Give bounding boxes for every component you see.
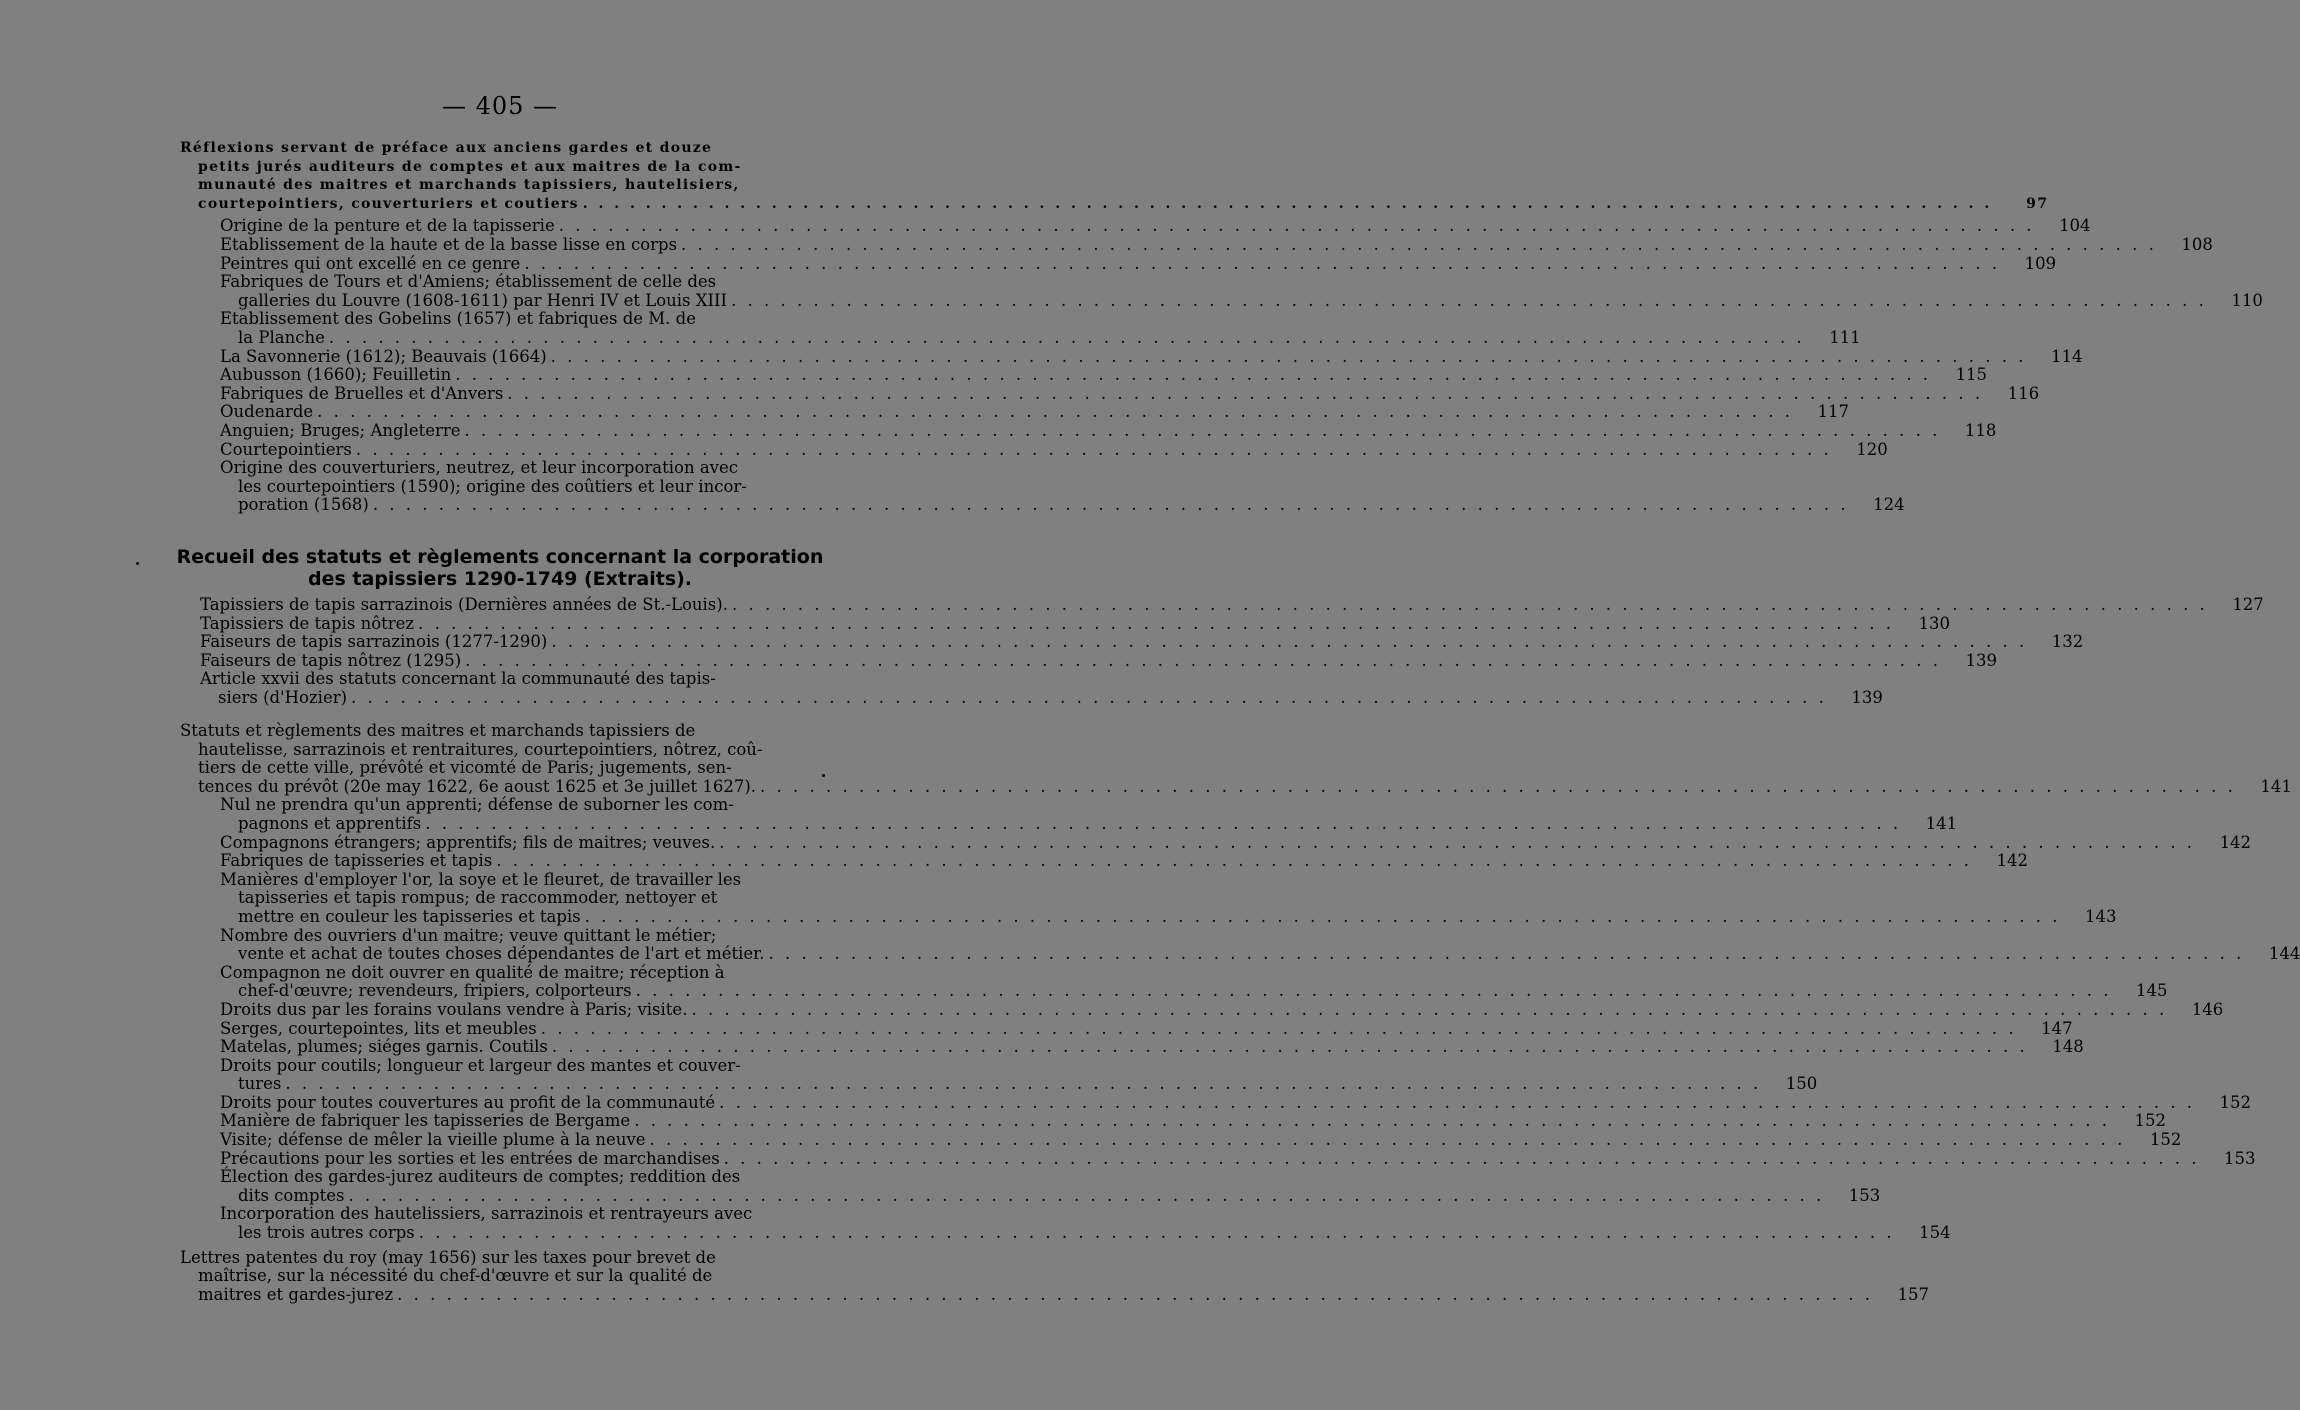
page-ref: 108 <box>2181 234 2213 254</box>
page-ref: 117 <box>1817 402 1850 422</box>
toc-entry: Incorporation des hautelissiers, sarrazinois et rentrayeurs avec <box>220 1204 753 1224</box>
toc-entry-cont: chef-d'œuvre; revendeurs, fripiers, colporteurs . . . 145 <box>180 982 780 1001</box>
toc-heading-line: courtepointiers, couverturiers et coutiers . . . 97 <box>180 196 780 215</box>
toc-heading-line: maitres et gardes-jurez . . . 157 <box>180 1286 780 1305</box>
toc-entry: Nombre des ouvriers d'un maitre; veuve quittant le métier; <box>220 925 717 945</box>
page-number: — 405 — <box>441 92 559 120</box>
toc-entry-cont: pagnons et apprentifs . . . 141 <box>180 815 780 834</box>
toc-entry-cont: les trois autres corps . . . 154 <box>180 1224 780 1243</box>
page-ref: 97 <box>2026 195 2049 212</box>
toc-heading-line: tences du prévôt (20e may 1622, 6e aoust 1625 et 3e juillet 1627). . . . 141 <box>180 778 780 797</box>
page-ref: 152 <box>2134 1111 2167 1131</box>
page-ref: 110 <box>2231 290 2263 310</box>
toc-entry: Serges, courtepointes, lits et meubles . . . 147 <box>180 1020 780 1039</box>
page-ref: 139 <box>1851 687 1883 707</box>
page-ref: 120 <box>1856 439 1888 459</box>
toc-entry: Élection des gardes-jurez auditeurs de comptes; reddition des <box>220 1167 741 1187</box>
toc-entry-cont: les courtepointiers (1590); origine des coûtiers et leur incor- <box>238 476 747 496</box>
toc-entry: Compagnons étrangers; apprentifs; fils de maitres; veuves. . . . 142 <box>180 834 780 853</box>
toc-entry-cont: tures . . . 150 <box>180 1075 780 1094</box>
toc-entry: Tapissiers de tapis nôtrez . . . 130 <box>180 615 780 634</box>
page-ref: 142 <box>1996 851 2029 871</box>
page-ref: 144 <box>2268 944 2300 964</box>
toc-section-reflexions <box>180 140 2263 515</box>
page-ref: 154 <box>1919 1223 1951 1243</box>
page-ref: 139 <box>1965 650 1997 670</box>
toc-entry: Fabriques de Tours et d'Amiens; établissement de celle des <box>220 272 717 292</box>
page-ref: 152 <box>2219 1092 2251 1112</box>
page-ref: 146 <box>2191 999 2224 1019</box>
toc-entry-cont: tapisseries et tapis rompus; de raccommoder, nettoyer et <box>238 888 718 908</box>
toc-entry: Fabriques de Bruelles et d'Anvers . . . 116 <box>180 385 780 404</box>
toc-entry: Matelas, plumes; siéges garnis. Coutils . . . 148 <box>180 1038 780 1057</box>
toc-heading-line: petits jurés auditeurs de comptes et aux maitres de la com- <box>198 158 742 175</box>
page-ref: 143 <box>2084 906 2117 926</box>
toc-entry-cont: la Planche . . . 111 <box>180 329 780 348</box>
toc-entry: Article xxvii des statuts concernant la communauté des tapis- <box>200 669 716 689</box>
page-ref: 130 <box>1918 613 1950 633</box>
toc-heading-line: hautelisse, sarrazinois et rentraitures, courtepointiers, nôtrez, coû- <box>198 739 763 759</box>
toc-heading-line: Réflexions servant de préface aux anciens gardes et douze <box>180 140 713 156</box>
toc-entry: Manières d'employer l'or, la soye et le fleuret, de travailler les <box>220 869 742 889</box>
toc-entry: Aubusson (1660); Feuilletin . . . 115 <box>180 366 780 385</box>
page-ref: 147 <box>2041 1018 2073 1038</box>
page-ref: 116 <box>2007 383 2040 403</box>
toc-heading-line: Lettres patentes du roy (may 1656) sur les taxes pour brevet de <box>180 1247 716 1267</box>
toc-entry: Faiseurs de tapis sarrazinois (1277-1290) . . . 132 <box>180 633 780 652</box>
toc-section-recueil <box>180 595 2264 708</box>
toc-entry: Courtepointiers . . . 120 <box>180 441 780 460</box>
toc-entry: Droits pour toutes couvertures au profit de la communauté . . . 152 <box>180 1094 780 1113</box>
toc-entry-cont: mettre en couleur les tapisseries et tapis . . . 143 <box>180 908 780 927</box>
toc-section-statuts <box>180 721 2300 1304</box>
toc-entry-cont: vente et achat de toutes choses dépendantes de l'art et métier. . . . 144 <box>180 945 780 964</box>
page-ref: 142 <box>2219 832 2252 852</box>
toc-entry: Origine des couverturiers, neutrez, et leur incorporation avec <box>220 458 739 478</box>
section-title: Recueil des statuts et règlements concernant la corporation des tapissiers 1290-1749 (Extraits). <box>176 546 824 590</box>
toc-entry-cont: galleries du Louvre (1608-1611) par Henri IV et Louis XIII . . . 110 <box>180 292 780 311</box>
page-ref: 150 <box>1785 1074 1818 1094</box>
page-ref: 152 <box>2149 1130 2182 1150</box>
page-ref: 132 <box>2051 632 2084 652</box>
toc-entry: Oudenarde . . . 117 <box>180 403 780 422</box>
toc-entry-cont: siers (d'Hozier) . . . 139 <box>180 689 780 708</box>
toc-heading-line: munauté des maitres et marchands tapissiers, hautelisiers, <box>198 177 740 194</box>
ink-speck <box>136 562 139 565</box>
toc-entry: Anguien; Bruges; Angleterre . . . 118 <box>180 422 780 441</box>
page-ref: 124 <box>1873 495 1905 515</box>
toc-entry: Droits dus par les forains voulans vendre à Paris; visite. . . . 146 <box>180 1001 780 1020</box>
toc-entry: Peintres qui ont excellé en ce genre . . . 109 <box>180 255 780 274</box>
toc-entry-cont: dits comptes . . . 153 <box>180 1187 780 1206</box>
page-ref: 141 <box>1925 813 1958 833</box>
toc-entry: Précautions pour les sorties et les entrées de marchandises . . . 153 <box>180 1150 780 1169</box>
page-ref: 104 <box>2059 216 2091 236</box>
ink-speck <box>822 774 825 777</box>
toc-entry: Tapissiers de tapis sarrazinois (Dernières années de St.-Louis). . . . 127 <box>180 596 780 615</box>
page-ref: 148 <box>2052 1037 2084 1057</box>
page-ref: 145 <box>2135 981 2168 1001</box>
page-ref: 141 <box>2260 776 2292 796</box>
toc-entry: Fabriques de tapisseries et tapis . . . 142 <box>180 852 780 871</box>
page-ref: 118 <box>1964 420 1997 440</box>
toc-heading-line: tiers de cette ville, prévôté et vicomté de Paris; jugements, sen- <box>198 758 732 778</box>
toc-entry: Visite; défense de mêler la vieille plume à la neuve . . . 152 <box>180 1131 780 1150</box>
toc-entry: Etablissement des Gobelins (1657) et fabriques de M. de <box>220 309 696 329</box>
page-ref: 153 <box>1848 1185 1881 1205</box>
page-ref: 109 <box>2024 253 2057 273</box>
toc-entry: Droits pour coutils; longueur et largeur des mantes et couver- <box>220 1055 741 1075</box>
toc-entry: Etablissement de la haute et de la basse lisse en corps . . . 108 <box>180 236 780 255</box>
toc-entry: Manière de fabriquer les tapisseries de Bergame . . . 152 <box>180 1112 780 1131</box>
toc-heading-line: Statuts et règlements des maitres et marchands tapissiers de <box>180 721 696 740</box>
page-ref: 111 <box>1829 327 1861 347</box>
page-ref: 157 <box>1897 1284 1929 1304</box>
page-ref: 127 <box>2232 595 2264 614</box>
toc-entry: La Savonnerie (1612); Beauvais (1664) . . . 114 <box>180 348 780 367</box>
toc-entry: Origine de la penture et de la tapisserie . . . 104 <box>180 217 780 236</box>
page-ref: 114 <box>2051 346 2083 366</box>
toc-heading-line: maîtrise, sur la nécessité du chef-d'œuvre et sur la qualité de <box>198 1266 713 1286</box>
toc-entry: Compagnon ne doit ouvrer en qualité de maitre; réception à <box>220 962 725 982</box>
page-ref: 115 <box>1955 365 1988 385</box>
toc-entry-cont: poration (1568) . . . 124 <box>180 496 780 515</box>
page-ref: 153 <box>2224 1148 2256 1168</box>
toc-entry: Nul ne prendra qu'un apprenti; défense de suborner les com- <box>220 795 734 815</box>
toc-entry: Faiseurs de tapis nôtrez (1295) . . . 139 <box>180 652 780 671</box>
